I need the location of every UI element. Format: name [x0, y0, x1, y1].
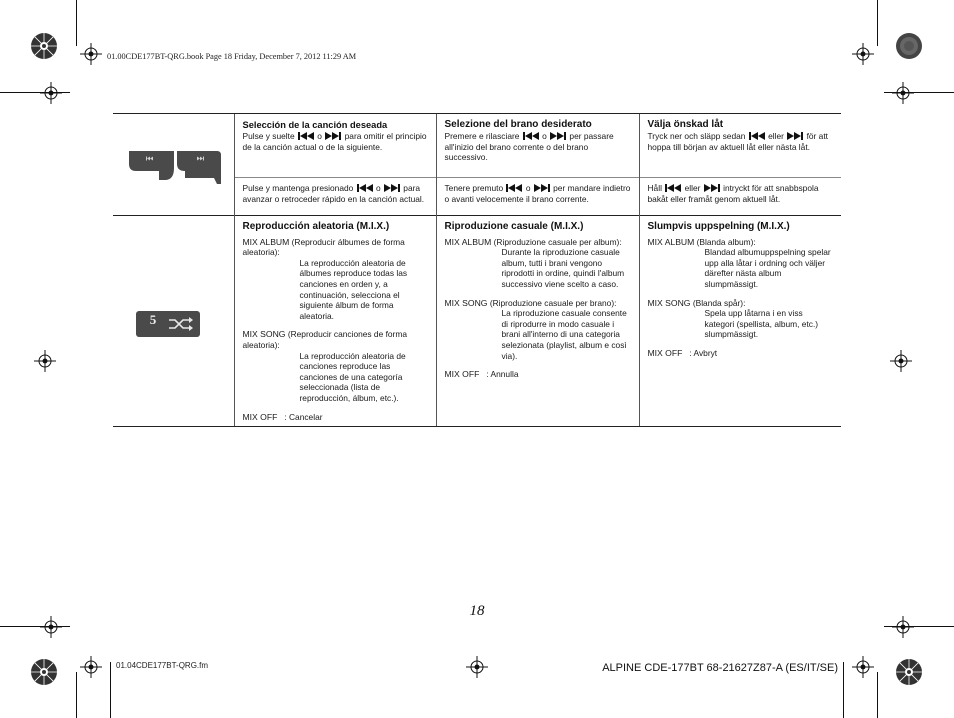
crop-line	[877, 672, 878, 718]
registration-mark-icon	[80, 43, 102, 65]
registration-mark-icon	[40, 82, 62, 104]
mix-album-key: MIX ALBUM	[647, 236, 695, 247]
footer-file-name: 01.04CDE177BT-QRG.fm	[116, 661, 209, 670]
section-title: Riproduzione casuale (M.I.X.)	[444, 220, 584, 232]
mix-album-label: (Blanda album):	[696, 236, 756, 247]
next-track-icon	[550, 132, 566, 140]
prev-track-icon	[749, 132, 765, 140]
instruction-text	[445, 131, 631, 163]
text-fragment: per mandare indietro o avanti velocemente il brano corrente.	[444, 183, 631, 204]
mix-album-key: MIX ALBUM	[444, 236, 492, 247]
crop-line	[877, 0, 878, 46]
registration-mark-icon	[466, 656, 488, 678]
text-fragment: o	[317, 131, 322, 141]
text-fragment: para omitir el principio de la canción actual o de la siguiente.	[242, 131, 427, 152]
color-target-icon	[895, 658, 923, 686]
mix-off-key: MIX OFF	[242, 411, 278, 422]
mix-off-option	[648, 348, 834, 359]
mix-song-label: (Riproduzione casuale per brano):	[489, 297, 617, 308]
track-select-es	[234, 114, 436, 178]
text-fragment: Pulse y suelte	[242, 131, 295, 141]
mix-album-option	[243, 237, 428, 258]
crop-line	[843, 662, 844, 718]
mix-off-desc: : Cancelar	[284, 411, 323, 422]
text-fragment: Tenere premuto	[444, 183, 504, 194]
mix-album-desc: La reproducción aleatoria de álbumes reproduce todas las canciones en orden y, a continuación, selecciona el siguiente álbum de forma aleatoria.	[299, 257, 408, 321]
mix-off-key: MIX OFF	[647, 347, 683, 358]
color-target-icon	[30, 32, 58, 60]
registration-mark-icon	[852, 43, 874, 65]
track-select-it	[436, 114, 639, 178]
prev-track-icon	[523, 132, 539, 140]
section-title: Reproducción aleatoria (M.I.X.)	[242, 220, 390, 232]
mix-off-option	[445, 369, 631, 380]
footer-model: ALPINE CDE-177BT 68-21627Z87-A (ES/IT/SE)	[602, 662, 838, 674]
mix-song-key: MIX SONG	[647, 297, 691, 308]
registration-mark-icon	[852, 656, 874, 678]
crop-line	[110, 662, 111, 718]
mix-album-label: (Reproducir álbumes de forma aleatoria):	[242, 236, 405, 258]
row-track-select	[113, 114, 841, 178]
prev-track-icon	[298, 132, 314, 140]
shuffle-button-graphic-cell	[113, 215, 234, 427]
section-title: Selezione del brano desiderato	[444, 119, 592, 130]
random-play-se	[639, 215, 841, 427]
text-fragment: eller	[768, 131, 784, 141]
track-select-se	[639, 114, 841, 178]
next-track-icon	[384, 184, 400, 192]
prev-track-icon	[357, 184, 373, 192]
prev-track-icon	[665, 184, 681, 192]
mix-song-option	[648, 298, 834, 309]
text-fragment: o	[542, 131, 547, 141]
mix-album-option	[445, 237, 631, 248]
next-track-icon	[534, 184, 550, 192]
fast-search-it	[436, 178, 639, 215]
text-fragment: Pulse y mantenga presionado	[242, 183, 354, 194]
fast-search-se	[639, 178, 841, 215]
instruction-text	[648, 131, 834, 152]
instruction-text	[243, 131, 428, 152]
next-track-icon	[787, 132, 803, 140]
source-file-line: 01.00CDE177BT-QRG.book Page 18 Friday, December 7, 2012 11:29 AM	[107, 52, 357, 61]
next-track-icon	[325, 132, 341, 140]
mix-song-label: (Blanda spår):	[692, 297, 746, 308]
text-fragment: Tryck ner och släpp sedan	[647, 131, 746, 141]
instruction-table	[113, 113, 841, 427]
mix-song-option	[243, 329, 428, 350]
mix-album-key: MIX ALBUM	[242, 236, 290, 247]
mix-song-key: MIX SONG	[242, 329, 286, 340]
track-buttons-graphic-cell	[113, 114, 234, 216]
text-fragment: para avanzar o retroceder rápido en la canción actual.	[242, 183, 425, 204]
random-play-es	[234, 215, 436, 427]
fast-search-es	[234, 178, 436, 215]
crop-line	[76, 672, 77, 718]
text-fragment: per passare all'inizio del brano corrente o del brano successivo.	[444, 131, 614, 163]
mix-song-desc: La reproducción aleatoria de canciones reproduce las canciones de una categoría seleccionada (lista de reproducción, álbum, etc.).	[299, 350, 406, 403]
text-fragment: intryckt för att snabbspola bakåt eller framåt genom aktuell låt.	[647, 183, 819, 204]
page-number: 18	[469, 603, 485, 619]
mix-song-desc: Spela upp låtarna i en viss kategori (spellista, album, etc.) slumpmässigt.	[704, 308, 819, 340]
random-play-it	[436, 215, 639, 427]
text-fragment: för att hoppa till början av aktuell låt eller nästa låt.	[647, 131, 828, 152]
text-fragment: Premere e rilasciare	[444, 131, 520, 141]
track-buttons-graphic	[113, 114, 234, 212]
registration-mark-icon	[34, 350, 56, 372]
shuffle-button-wrap	[113, 216, 234, 424]
mix-off-desc: : Annulla	[486, 369, 519, 380]
mix-song-key: MIX SONG	[444, 297, 488, 308]
registration-mark-icon	[890, 350, 912, 372]
next-track-icon	[704, 184, 720, 192]
mix-off-desc: : Avbryt	[689, 347, 718, 358]
crop-line	[76, 0, 77, 46]
color-target-icon	[30, 658, 58, 686]
mix-song-desc: La riproduzione casuale consente di riprodurre in modo casuale i brani all'interno di una categoria selezionata (playlist, album e così via).	[501, 308, 627, 361]
mix-off-key: MIX OFF	[444, 369, 480, 380]
mix-song-option	[445, 298, 631, 309]
section-title: Välja önskad låt	[647, 119, 724, 130]
mix-album-option	[648, 237, 834, 248]
mix-album-desc: Durante la riproduzione casuale album, tutti i brani vengono riprodotti in ordine, quindi l'album successivo viene scelto a caso.	[501, 247, 625, 289]
text-fragment: o	[525, 183, 531, 194]
mix-album-desc: Blandad albumuppspelning spelar upp alla låtar i ordning och väljer därefter nästa album slumpmässigt.	[704, 247, 831, 289]
registration-mark-icon	[80, 656, 102, 678]
text-fragment: o	[375, 183, 381, 194]
row-random-play	[113, 215, 841, 427]
prev-track-icon	[506, 184, 522, 192]
mix-off-option	[243, 412, 428, 423]
mix-song-label: (Reproducir canciones de forma aleatoria):	[242, 329, 407, 350]
shuffle-key-number: 5	[149, 311, 157, 327]
text-fragment: Håll	[647, 183, 662, 194]
section-title: Selección de la canción deseada	[242, 120, 388, 130]
color-target-icon	[895, 32, 923, 60]
registration-mark-icon	[892, 82, 914, 104]
text-fragment: eller	[684, 183, 701, 194]
section-title: Slumpvis uppspelning (M.I.X.)	[647, 220, 790, 232]
mix-album-label: (Riproduzione casuale per album):	[493, 236, 622, 247]
